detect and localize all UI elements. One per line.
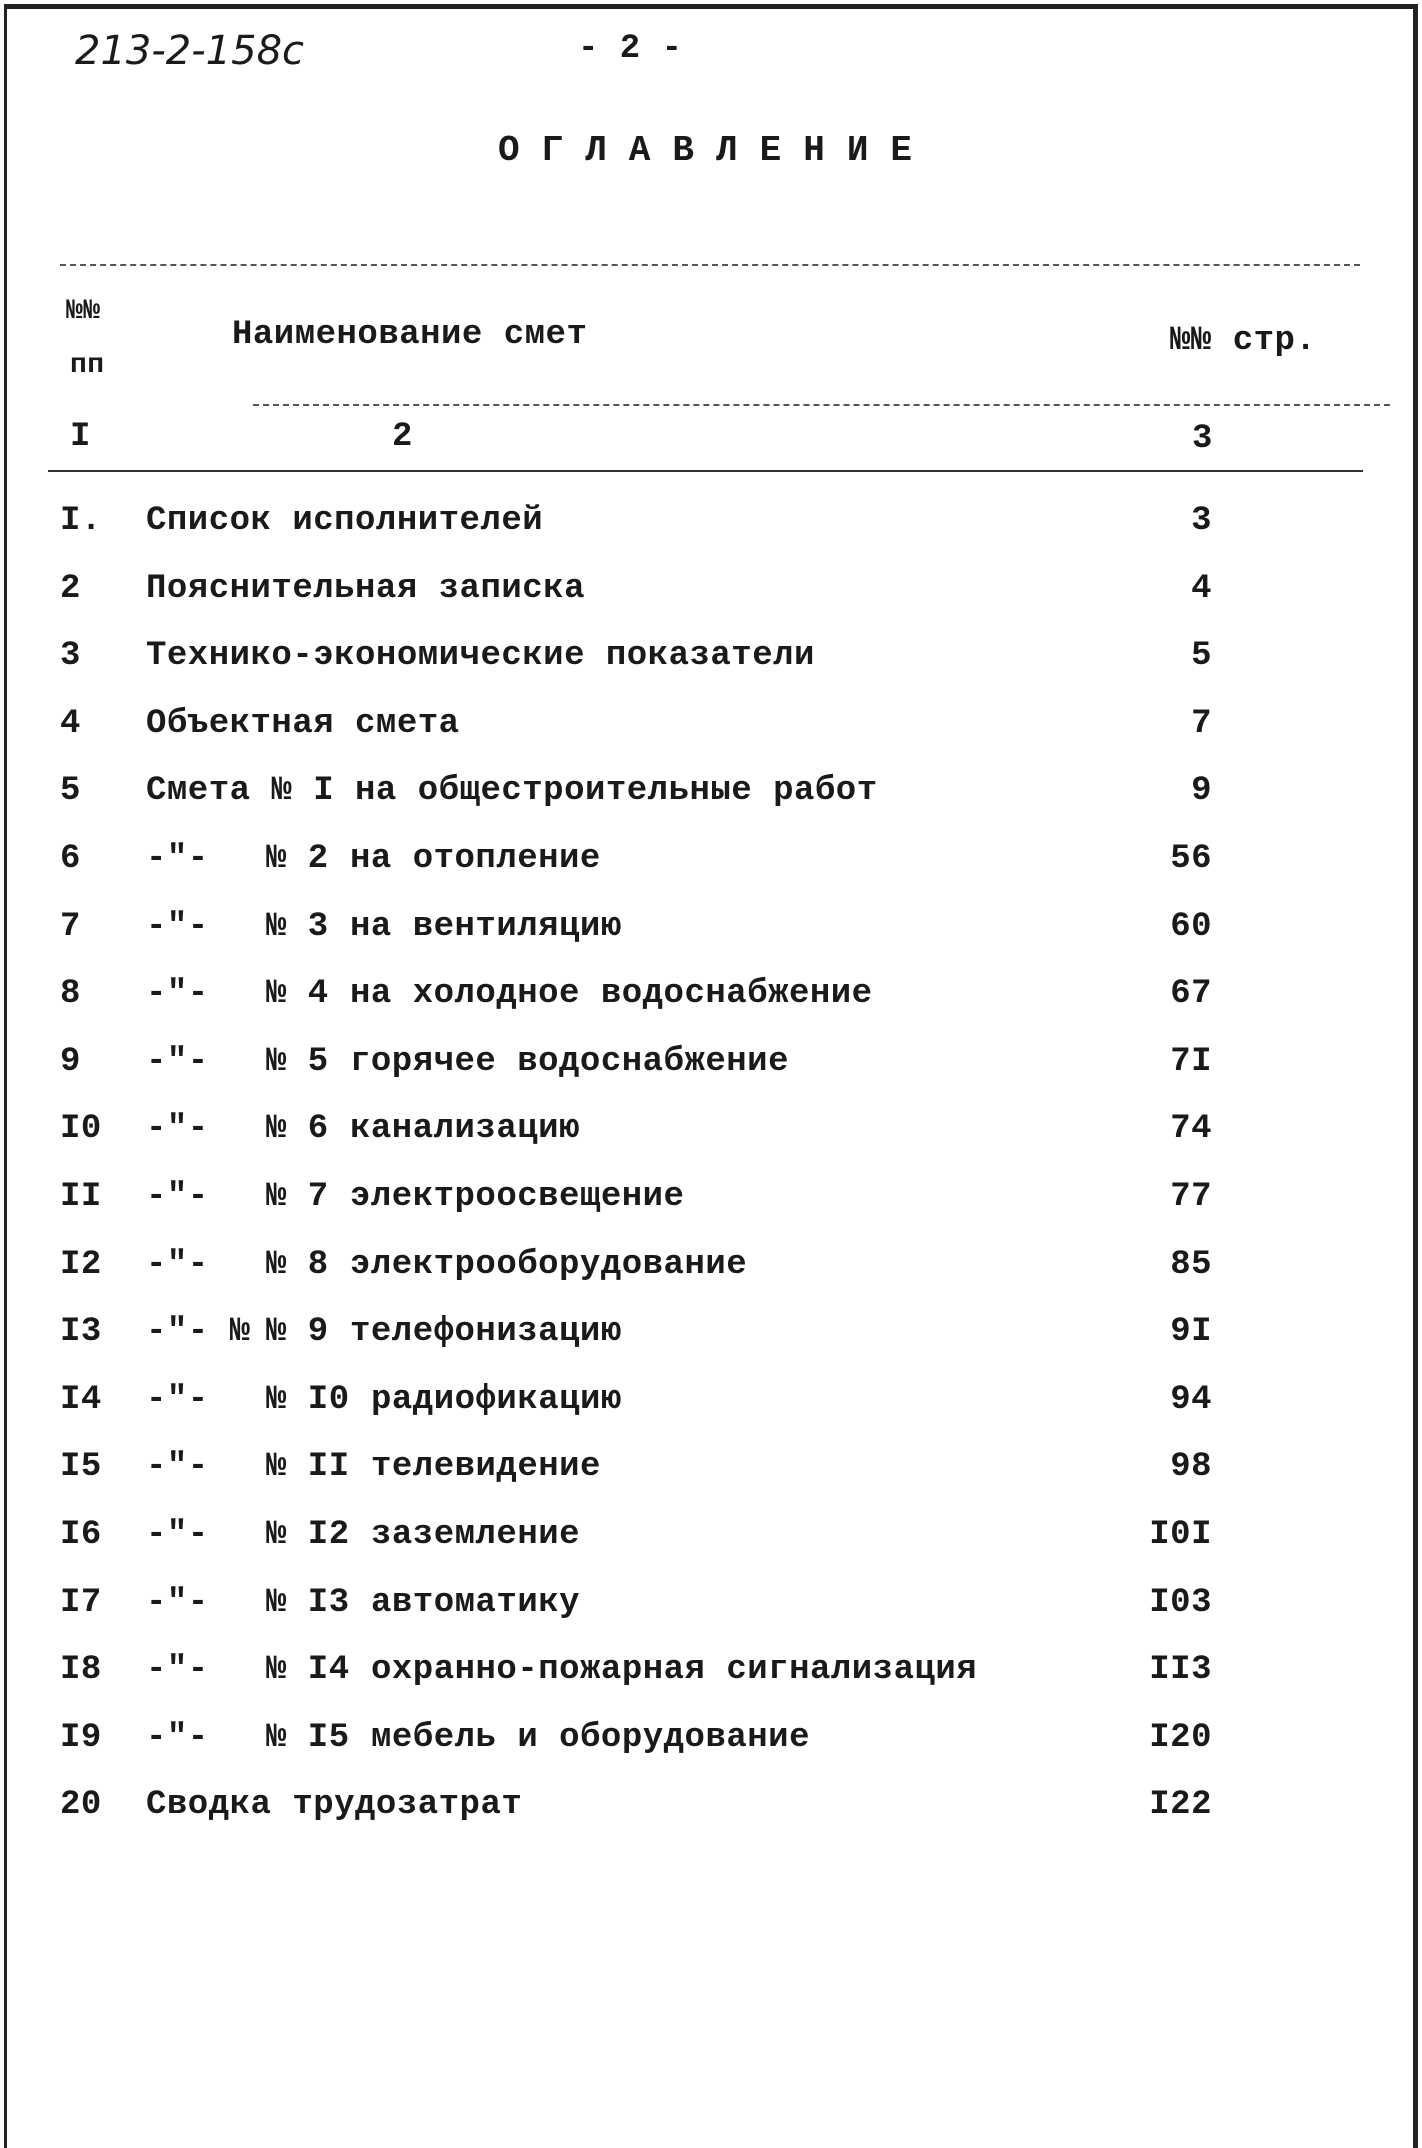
estimate-number: № 6 [266,1110,329,1149]
estimate-number: № I4 [266,1651,350,1690]
header-num-bottom: пп [70,350,105,381]
page-ref: 7I [1170,1042,1212,1081]
page-ref: 67 [1170,975,1212,1014]
header-bottom-rule [48,470,1363,472]
page-ref: I20 [1149,1718,1212,1757]
page-ref: 94 [1170,1380,1212,1419]
estimate-number: № I2 [266,1516,350,1554]
column-number-1: I [70,418,91,456]
ditto-mark: -"- [146,840,209,878]
page-title: ОГЛАВЛЕНИЕ [498,130,935,171]
row-number: 3 [60,637,81,676]
estimate-name: Технико-экономические показатели [146,637,815,676]
row-number: 20 [60,1786,102,1825]
page-ref: I03 [1149,1583,1212,1622]
estimate-number: № I5 [266,1718,350,1757]
ditto-mark: -"- [146,1380,209,1419]
estimate-number: № 4 [266,975,329,1014]
page-ref: I22 [1149,1786,1212,1825]
ditto-mark: -"- [146,1178,209,1216]
estimate-name: телевидение [371,1448,601,1487]
ditto-mark: -"- [146,1448,209,1487]
row-number: I2 [60,1245,102,1284]
ditto-mark: -"- [146,1718,209,1757]
estimate-number: № I0 [266,1380,350,1419]
estimate-name: Объектная смета [146,704,460,743]
estimate-name: Сводка трудозатрат [146,1786,523,1825]
estimate-name: электроосвещение [350,1178,685,1216]
page-ref: 98 [1170,1448,1212,1487]
ditto-mark: -"- [146,975,209,1014]
estimate-name: радиофикацию [371,1380,622,1419]
ditto-mark: -"- № [146,1313,251,1352]
estimate-name: охранно-пожарная сигнализация [371,1651,978,1690]
estimate-number: № 3 [266,907,329,946]
row-number: I7 [60,1583,102,1622]
estimate-number: № I3 [266,1583,350,1622]
page-ref: 60 [1170,907,1212,946]
ditto-mark: -"- [146,1042,209,1081]
page-border-left [4,4,7,2148]
estimate-number: № 9 [266,1313,329,1352]
row-number: 6 [60,840,81,878]
page-ref: 3 [1191,502,1212,540]
ditto-mark: -"- [146,1516,209,1554]
row-number: I4 [60,1380,102,1419]
row-number: I5 [60,1448,102,1487]
estimate-number: № 5 [266,1042,329,1081]
row-number: 8 [60,975,81,1014]
estimate-name: на отопление [350,840,601,878]
row-number: 4 [60,704,81,743]
estimate-name: заземление [371,1516,581,1554]
page-ref: I0I [1149,1516,1212,1554]
estimate-number: № 8 [266,1245,329,1284]
estimate-name: автоматику [371,1583,581,1622]
page-number: - 2 - [578,30,683,68]
estimate-name: телефонизацию [350,1313,622,1352]
column-number-3: 3 [1192,420,1213,458]
estimate-name: канализацию [350,1110,580,1149]
page-border-top [4,4,1418,9]
estimate-number: № II [266,1448,350,1487]
estimate-name: электрооборудование [350,1245,748,1284]
row-number: I. [60,502,102,540]
page-ref: 85 [1170,1245,1212,1284]
estimate-name: Список исполнителей [146,502,544,540]
row-number: 5 [60,772,81,811]
page-ref: II3 [1149,1651,1212,1690]
page-ref: 56 [1170,840,1212,878]
page-ref: 9I [1170,1313,1212,1352]
header-num-top: №№ [66,296,101,327]
row-number: 2 [60,569,81,608]
table-top-rule [60,264,1360,266]
page-ref: 77 [1170,1178,1212,1216]
estimate-name: на холодное водоснабжение [350,975,873,1014]
estimate-name: Пояснительная записка [146,569,585,608]
row-number: I8 [60,1651,102,1690]
ditto-mark: -"- [146,1651,209,1690]
row-number: 7 [60,907,81,946]
ditto-mark: -"- [146,1583,209,1622]
ditto-mark: -"- [146,1245,209,1284]
header-name: Наименование смет [232,316,588,354]
row-number: I0 [60,1110,102,1149]
row-number: I6 [60,1516,102,1554]
estimate-name: мебель и оборудование [371,1718,810,1757]
page-ref: 5 [1191,637,1212,676]
column-number-2: 2 [392,418,413,456]
estimate-name: горячее водоснабжение [350,1042,789,1081]
row-number: II [60,1178,102,1216]
row-number: 9 [60,1042,81,1081]
document-code: 213-2-158с [75,28,305,74]
row-number: I9 [60,1718,102,1757]
estimate-name: Смета № I на общестроительные работ [146,772,878,811]
estimate-number: № 2 [266,840,329,878]
page-ref: 74 [1170,1110,1212,1149]
estimate-number: № 7 [266,1178,329,1216]
page-border-right [1413,4,1418,2148]
ditto-mark: -"- [146,907,209,946]
header-page: №№ стр. [1170,322,1317,360]
page-ref: 9 [1191,772,1212,811]
page-ref: 7 [1191,704,1212,743]
header-divider [253,404,1390,406]
estimate-name: на вентиляцию [350,907,622,946]
page-ref: 4 [1191,569,1212,608]
ditto-mark: -"- [146,1110,209,1149]
row-number: I3 [60,1313,102,1352]
